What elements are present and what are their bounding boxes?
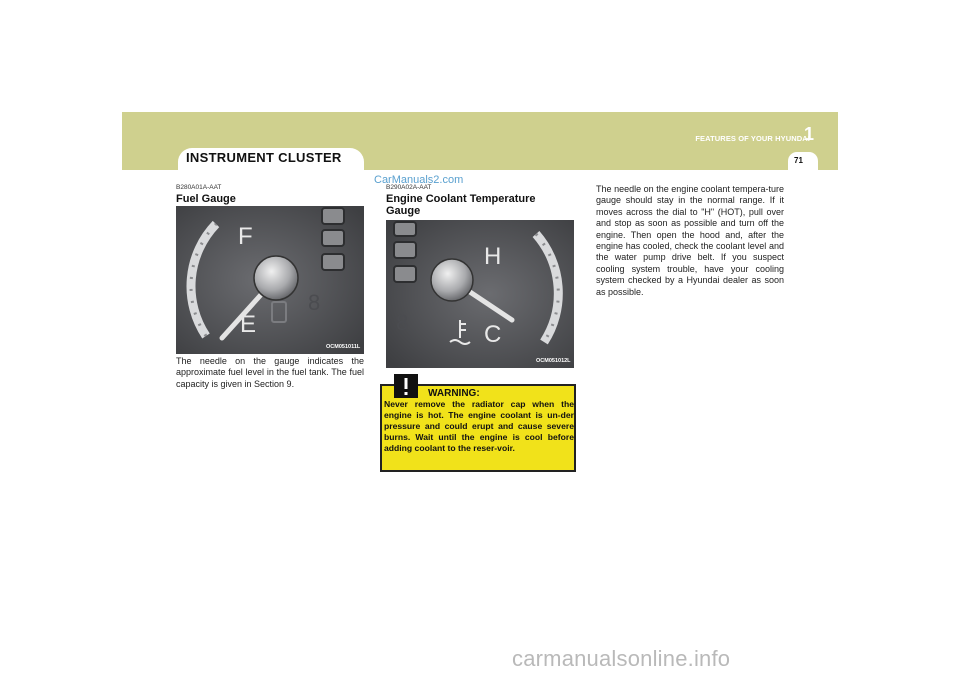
warning-title: WARNING: [428,388,480,399]
chapter-number: 1 [804,124,815,144]
fuel-gauge-image [176,206,364,354]
top-watermark: CarManuals2.com [374,174,464,186]
coolant-gauge-image [386,220,574,368]
svg-text:8: 8 [396,310,409,335]
coolant-gauge-title-1: Engine Coolant Temperature [386,193,536,205]
fuel-gauge-caption: OCM051011L [326,344,361,350]
exclamation-icon [392,372,420,400]
chapter-label: FEATURES OF YOUR HYUNDAI [695,134,810,143]
bottom-watermark: carmanualsonline.info [512,646,731,671]
coolant-cold-label: C [484,321,502,348]
fuel-gauge-title: Fuel Gauge [176,193,236,205]
fuel-gauge-code: B280A01A-AAT [176,184,222,191]
coolant-gauge-title-2: Gauge [386,205,421,217]
section-title: INSTRUMENT CLUSTER [186,150,342,165]
warning-text: Never remove the radiator cap when the engine is hot. The engine coolant is un-der pressure and could erupt and cause severe burns. Wait until the engine is cool before adding coolant to the reser-voir. [384,399,574,453]
fuel-gauge-body: The needle on the gauge indicates the approximate fuel level in the fuel tank. The fuel capacity is given in Section 9. [176,356,364,389]
svg-text:8: 8 [308,290,321,315]
coolant-gauge-code: B290A02A-AAT [386,184,432,191]
fuel-full-label: F [238,223,253,250]
page-tab [788,152,818,170]
page-number: 71 [794,156,803,165]
coolant-hot-label: H [484,243,502,270]
coolant-gauge-body: The needle on the engine coolant tempera-ture gauge should stay in the normal range. If it moves across the dial to "H" (HOT), pull over and stop as soon as possible and turn off the engine. Then open the hood and, after the engine has cooled, check the coolant level and the water pump drive belt. If you suspect cooling system trouble, have your cooling system checked by a Hyundai dealer as soon as possible. [596,184,784,297]
fuel-empty-label: E [240,311,257,338]
coolant-gauge-caption: OCM051012L [536,358,571,364]
